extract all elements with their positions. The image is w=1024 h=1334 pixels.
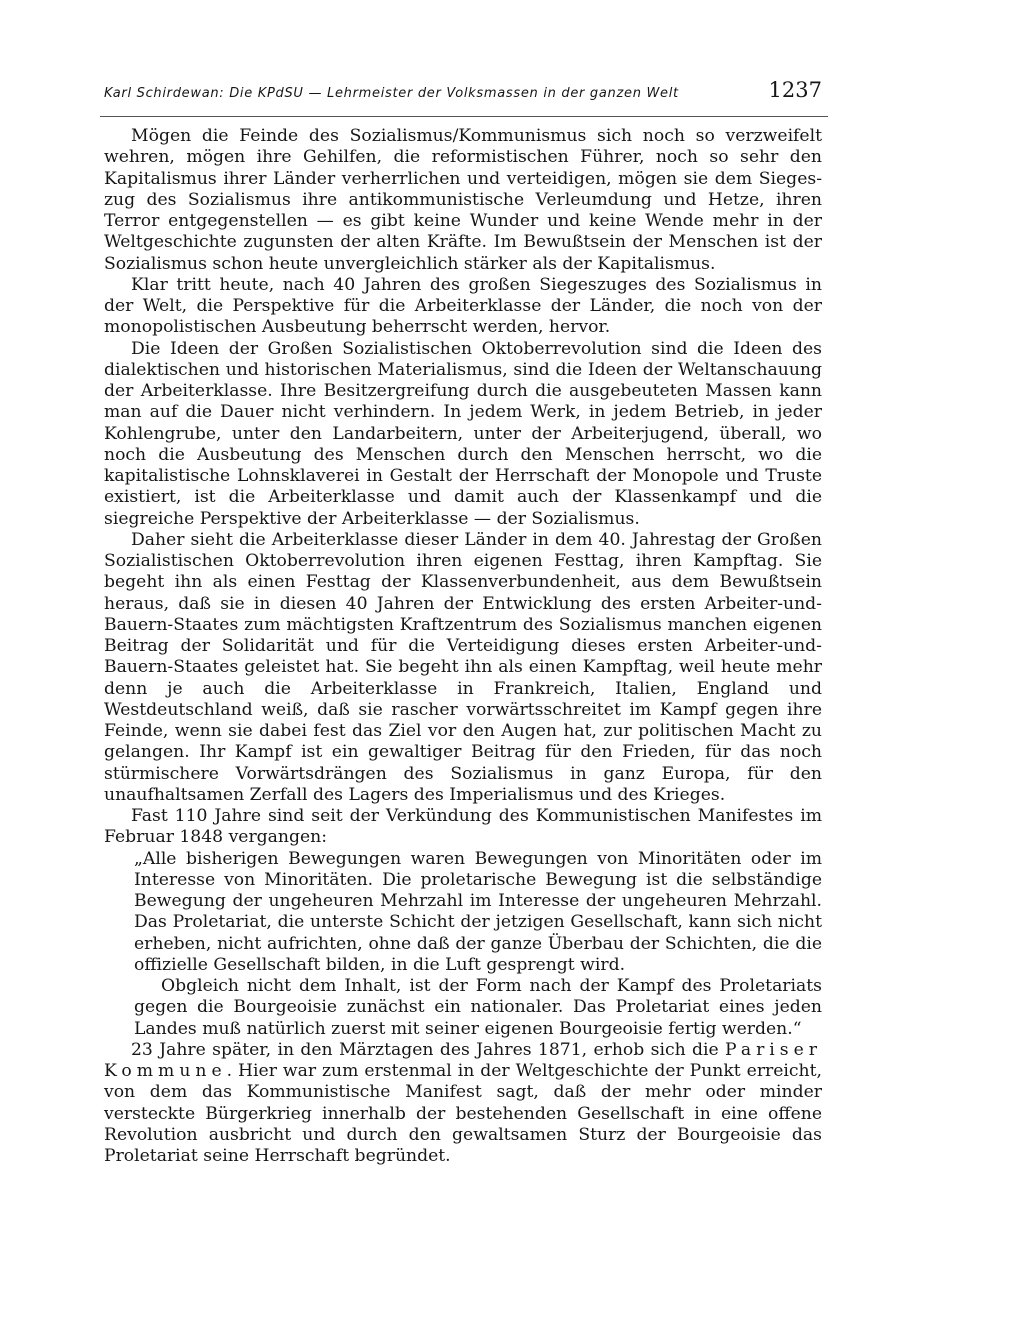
pariser-kommune-emphasis: Pariser Kommune [104,1039,822,1081]
paragraph: Fast 110 Jahre sind seit der Verkündung des Kommunistischen Manifestes im Februar 1848 vergangen: [104,806,822,848]
closing-text: . Hier war zum erstenmal in der Weltgeschichte der Punkt erreicht, von dem das Kommunistische Manifest sagt, daß der mehr oder minder versteckte Bürgerkrieg innerhalb der bestehenden Gesellschaft in eine offene Revolution ausbricht und durch den gewaltsamen Sturz der Bourgeoisie das Proletariat seine Herrschaft begründet. [104,1061,822,1166]
paragraph: Klar tritt heute, nach 40 Jahren des großen Siegeszuges des Sozialismus in der Welt, die Perspektive für die Arbeiterklasse der Länder, die noch von der monopolistischen Ausbeutung beherrscht werden, hervor. [104,274,822,338]
manifesto-quote: „Alle bisherigen Bewegungen waren Bewegungen von Minoritäten oder im Interesse von Minoritäten. Die proletarische Bewegung ist die selbständige Bewegung der ungeheuren Mehrzahl im Interesse der ungeheuren Mehrzahl. Das Proletariat, die unterste Schicht der jetzigen Gesellschaft, kann sich nicht erheben, nicht aufrichten, ohne daß der ganze Überbau der Schichten, die die offizielle Gesellschaft bilden, in die Luft gesprengt wird. [134,848,822,975]
paragraph: Mögen die Feinde des Sozialismus/Kommunismus sich noch so verzweifelt wehren, mögen ihre Gehilfen, die reformistischen Führer, noch so sehr den Kapitalismus ihrer Länder verherrlichen und verteidigen, mögen sie dem Siegeszug des Sozialismus ihre antikommunistische Verleumdung und Hetze, ihren Terror entgegenstellen — es gibt keine Wunder und keine Wende mehr in der Weltgeschichte zugunsten der alten Kräfte. Im Bewußtsein der Menschen ist der Sozialismus schon heute unvergleichlich stärker als der Kapitalismus. [104,126,822,274]
body-text [104,126,822,1167]
manifesto-quote: Obgleich nicht dem Inhalt, ist der Form nach der Kampf des Proletariats gegen die Bourgeoisie zunächst ein nationaler. Das Proletariat eines jeden Landes muß natürlich zuerst mit seiner eigenen Bourgeoisie fertig werden.“ [134,976,822,1039]
page-number: 1237 [768,78,822,102]
paragraph: Die Ideen der Großen Sozialistischen Oktoberrevolution sind die Ideen des dialektischen und historischen Materialismus, sind die Ideen der Weltanschauung der Arbeiterklasse. Ihre Besitzergreifung durch die ausgebeuteten Massen kann man auf die Dauer nicht verhindern. In jedem Werk, in jedem Betrieb, in jeder Kohlengrube, unter den Landarbeitern, unter der Arbeiterjugend, überall, wo noch die Ausbeutung des Menschen durch den Menschen herrscht, wo die kapitalistische Lohnsklaverei in Gestalt der Herrschaft der Monopole und Truste existiert, ist die Arbeiterklasse und damit auch der Klassenkampf und die siegreiche Perspektive der Arbeiterklasse — der Sozialismus. [104,338,822,529]
header-rule [100,116,828,117]
running-title: Karl Schirdewan: Die KPdSU — Lehrmeister der Volksmassen in der ganzen Welt [104,86,679,101]
closing-paragraph [104,1040,822,1168]
closing-text: 23 Jahre später, in den Märztagen des Jahres 1871, erhob sich die [131,1039,726,1060]
page-header [100,78,828,112]
paragraph: Daher sieht die Arbeiterklasse dieser Länder in dem 40. Jahrestag der Großen Sozialistischen Oktoberrevolution ihren eigenen Festtag, ihren Kampftag. Sie begeht ihn als einen Festtag der Klassenverbundenheit, aus dem Bewußtsein heraus, daß sie in diesen 40 Jahren der Entwicklung des ersten Arbeiter-und-Bauern-Staates zum mächtigsten Kraftzentrum des Sozialismus manchen eigenen Beitrag der Solidarität und für die Verteidigung dieses ersten Arbeiter-und-Bauern-Staates geleistet hat. Sie begeht ihn als einen Kampftag, weil heute mehr denn je auch die Arbeiterklasse in Frankreich, Italien, England und Westdeutschland weiß, daß sie rascher vorwärtsschreitet im Kampf gegen ihre Feinde, wenn sie dabei fest das Ziel vor den Augen hat, zur politischen Macht zu gelangen. Ihr Kampf ist ein gewaltiger Beitrag für den Frieden, für das noch stürmischere Vorwärtsdrängen des Sozialismus in ganz Europa, für den unaufhaltsamen Zerfall des Lagers des Imperialismus und des Krieges. [104,529,822,805]
